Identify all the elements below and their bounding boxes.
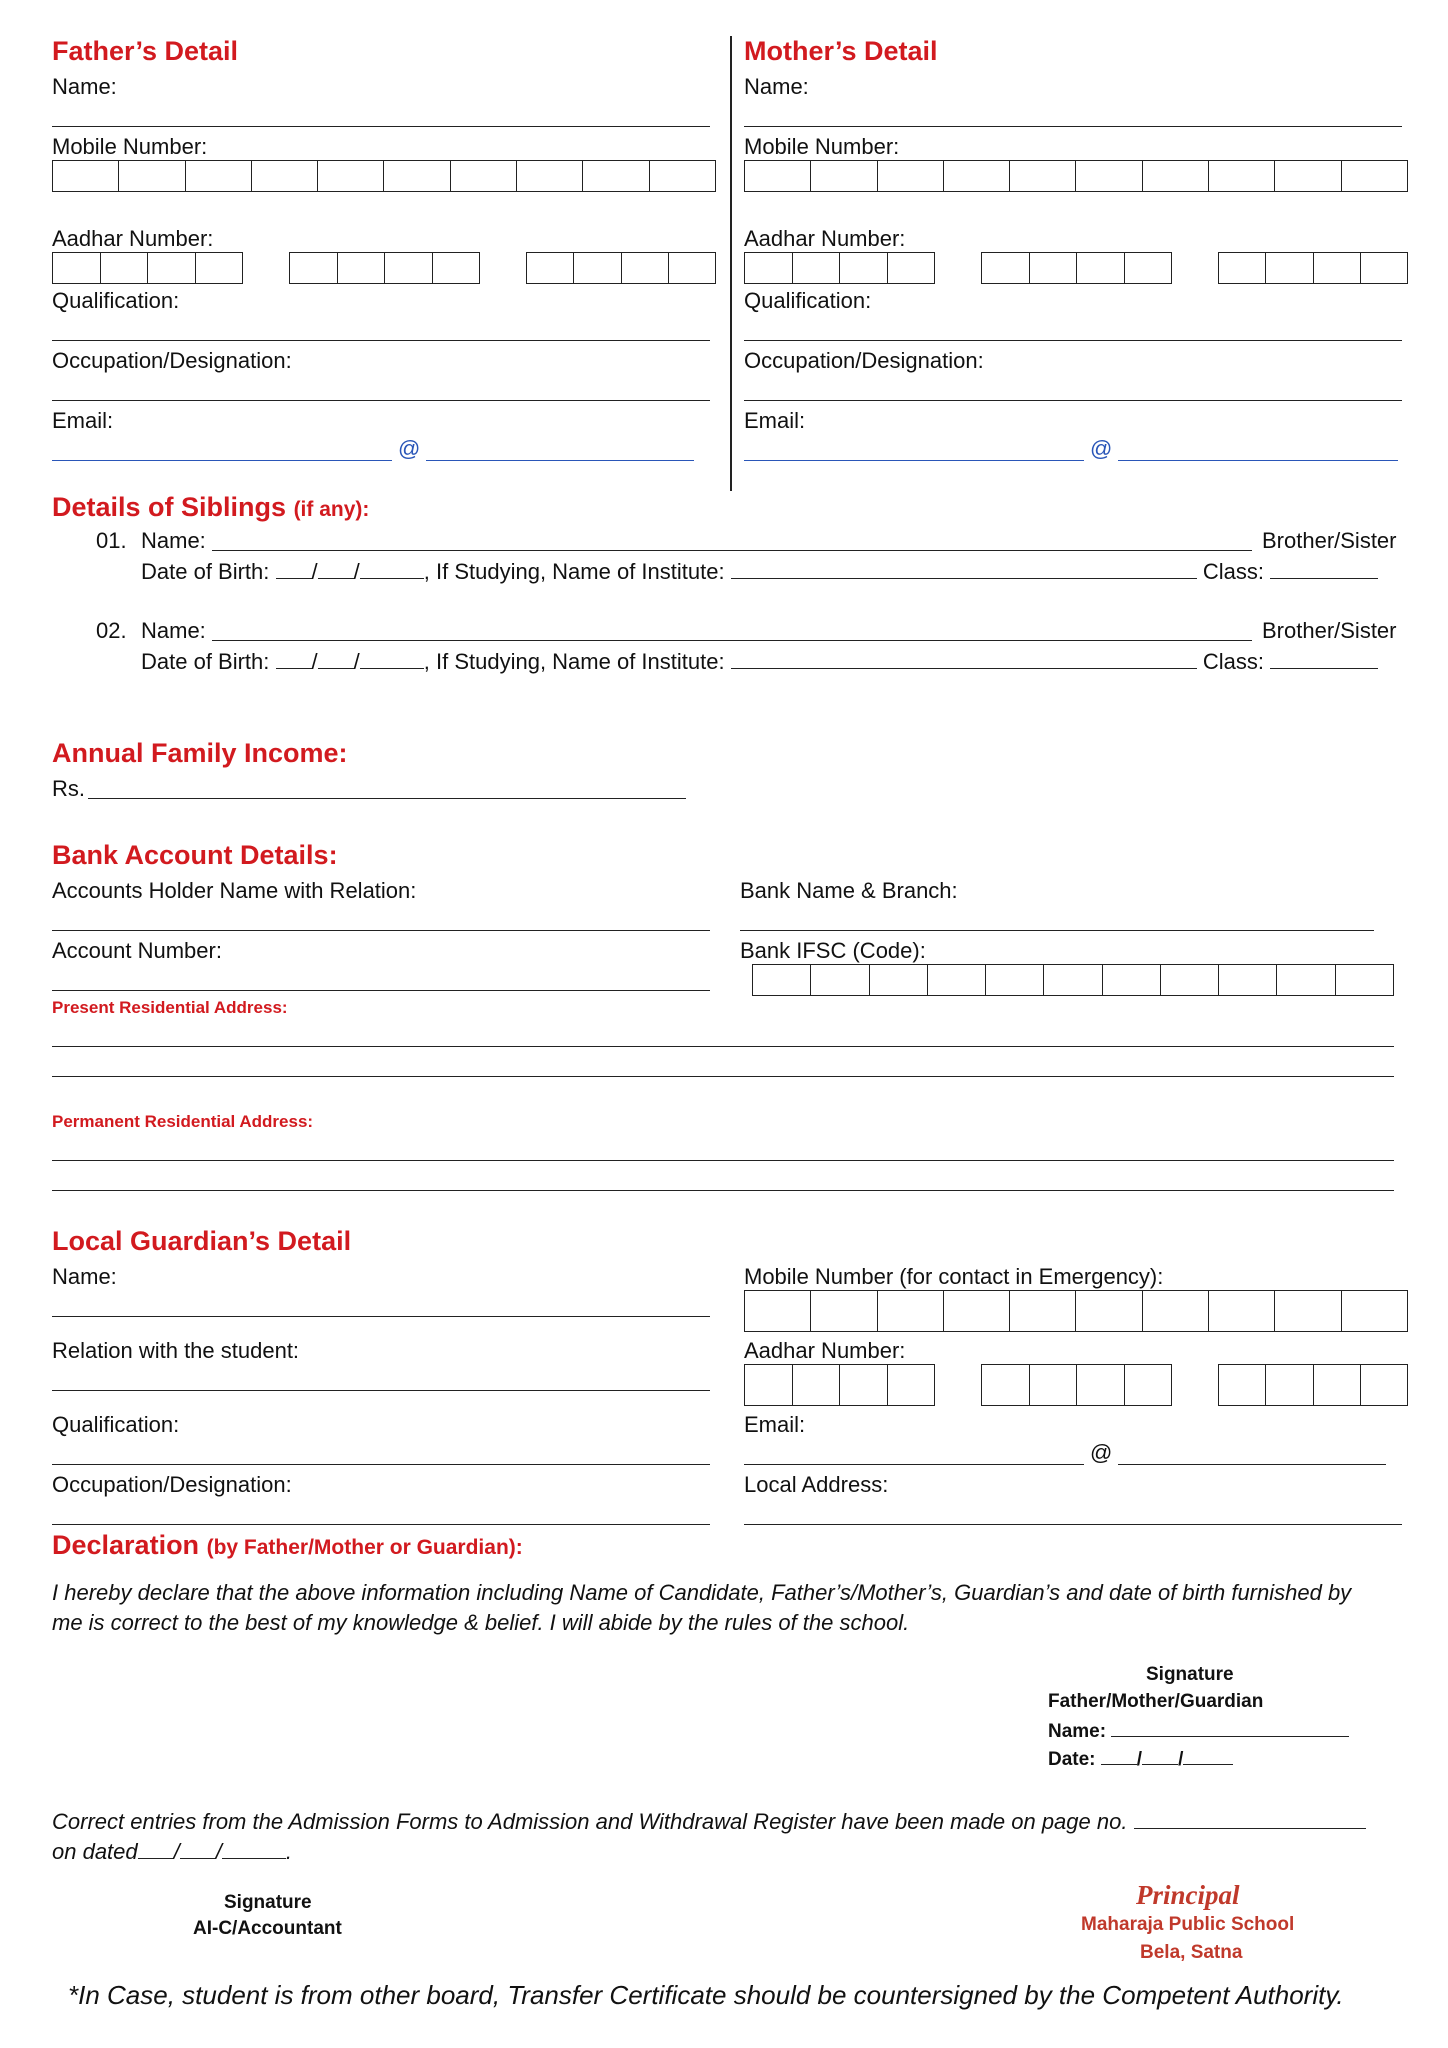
guardian-local-address-label: Local Address: <box>744 1472 889 1497</box>
mother-occupation-line[interactable] <box>744 400 1402 401</box>
guardian-mobile-label: Mobile Number (for contact in Emergency): <box>744 1264 1164 1289</box>
declaration-heading-note: (by Father/Mother or Guardian): <box>206 1536 523 1559</box>
declaration-signature-label: Signature <box>1146 1664 1234 1685</box>
mother-email-label: Email: <box>744 408 806 433</box>
father-email-at: @ <box>398 436 421 461</box>
declaration-heading <box>52 1530 523 1561</box>
permanent-address-label: Permanent Residential Address: <box>52 1112 314 1131</box>
register-date-month[interactable] <box>180 1838 216 1859</box>
sibling-2-dob-year[interactable] <box>360 648 424 669</box>
father-qualification-label: Qualification: <box>52 288 180 313</box>
declaration-name-row <box>1048 1718 1349 1743</box>
father-aadhar-label: Aadhar Number: <box>52 226 214 251</box>
guardian-email-user-line[interactable] <box>744 1464 1084 1465</box>
register-date-year[interactable] <box>222 1838 286 1859</box>
guardian-email-domain-line[interactable] <box>1118 1464 1386 1465</box>
guardian-aadhar-label: Aadhar Number: <box>744 1338 906 1363</box>
principal-school: Maharaja Public School <box>1081 1914 1295 1935</box>
declaration-date-month[interactable] <box>1142 1746 1178 1765</box>
guardian-occupation-label: Occupation/Designation: <box>52 1472 292 1497</box>
sibling-1-class-line[interactable] <box>1270 558 1378 579</box>
bank-heading: Bank Account Details: <box>52 840 338 870</box>
mother-aadhar-boxes-1[interactable] <box>744 252 935 284</box>
father-email-label: Email: <box>52 408 114 433</box>
declaration-name-line[interactable] <box>1111 1718 1349 1737</box>
guardian-aadhar-boxes-2[interactable] <box>981 1364 1172 1406</box>
father-mobile-boxes[interactable] <box>52 160 716 192</box>
guardian-name-label: Name: <box>52 1264 117 1289</box>
sibling-1-dob-month[interactable] <box>318 558 354 579</box>
declaration-date-day[interactable] <box>1101 1746 1137 1765</box>
guardian-aadhar-boxes-3[interactable] <box>1218 1364 1408 1406</box>
sibling-2-number: 02. <box>96 618 127 643</box>
register-line-1-row <box>52 1808 1366 1835</box>
sibling-1-name-label: Name: <box>141 528 206 553</box>
guardian-qualification-label: Qualification: <box>52 1412 180 1437</box>
sibling-1-number: 01. <box>96 528 127 553</box>
guardian-relation-line[interactable] <box>52 1390 710 1391</box>
mother-aadhar-label: Aadhar Number: <box>744 226 906 251</box>
guardian-mobile-boxes[interactable] <box>744 1290 1408 1332</box>
sibling-2-dob-row: Date of Birth: / / , If Studying, Name of Institute: Class: <box>141 648 1378 675</box>
declaration-signatory: Father/Mother/Guardian <box>1048 1691 1264 1712</box>
accountant-signature-label: Signature <box>224 1892 312 1913</box>
sibling-2-class-line[interactable] <box>1270 648 1378 669</box>
income-heading: Annual Family Income: <box>52 738 348 768</box>
father-occupation-label: Occupation/Designation: <box>52 348 292 373</box>
present-address-line-2[interactable] <box>52 1076 1394 1077</box>
present-address-line-1[interactable] <box>52 1046 1394 1047</box>
declaration-date-label: Date: <box>1048 1749 1096 1770</box>
sibling-1-studying-label: , If Studying, Name of Institute: <box>423 559 725 584</box>
bank-branch-label: Bank Name & Branch: <box>740 878 958 903</box>
mother-email-user-line[interactable] <box>744 460 1084 461</box>
guardian-qualification-line[interactable] <box>52 1464 710 1465</box>
sibling-2-name-label: Name: <box>141 618 206 643</box>
principal-title: Principal <box>1136 1880 1240 1910</box>
mother-aadhar-boxes-2[interactable] <box>981 252 1172 284</box>
register-line-1: Correct entries from the Admission Forms to Admission and Withdrawal Register have been made on page no. <box>52 1809 1128 1834</box>
father-email-user-line[interactable] <box>52 460 392 461</box>
income-amount-line[interactable] <box>88 798 686 799</box>
bank-holder-line[interactable] <box>52 930 710 931</box>
father-aadhar-boxes-3[interactable] <box>526 252 716 284</box>
mother-name-line[interactable] <box>744 126 1402 127</box>
bank-branch-line[interactable] <box>740 930 1374 931</box>
sibling-2-class-label: Class: <box>1202 649 1264 674</box>
register-line-2-row: on dated / / . <box>52 1839 293 1864</box>
father-occupation-line[interactable] <box>52 400 710 401</box>
father-aadhar-boxes-1[interactable] <box>52 252 243 284</box>
permanent-address-line-1[interactable] <box>52 1160 1394 1161</box>
father-qualification-line[interactable] <box>52 340 710 341</box>
bank-account-label: Account Number: <box>52 938 222 963</box>
footnote: *In Case, student is from other board, Transfer Certificate should be countersigned by the Competent Authority. <box>68 1980 1344 2010</box>
income-rs-label: Rs. <box>52 776 85 801</box>
guardian-local-address-line[interactable] <box>744 1524 1402 1525</box>
mother-mobile-boxes[interactable] <box>744 160 1408 192</box>
sibling-2-dob-month[interactable] <box>318 648 354 669</box>
sibling-1-name-line[interactable] <box>212 550 1252 551</box>
mother-occupation-label: Occupation/Designation: <box>744 348 984 373</box>
siblings-heading <box>52 492 369 523</box>
father-mobile-label: Mobile Number: <box>52 134 208 159</box>
sibling-2-relation: Brother/Sister <box>1262 618 1397 643</box>
sibling-2-name-line[interactable] <box>212 640 1252 641</box>
sibling-1-dob-row: Date of Birth: / / , If Studying, Name of Institute: Class: <box>141 558 1378 585</box>
mother-email-at: @ <box>1090 436 1113 461</box>
accountant-title: AI-C/Accountant <box>193 1918 342 1939</box>
sibling-2-dob-day[interactable] <box>276 648 312 669</box>
father-heading: Father’s Detail <box>52 36 239 66</box>
mother-name-label: Name: <box>744 74 809 99</box>
permanent-address-line-2[interactable] <box>52 1190 1394 1191</box>
guardian-occupation-line[interactable] <box>52 1524 710 1525</box>
father-email-domain-line[interactable] <box>426 460 694 461</box>
principal-place: Bela, Satna <box>1140 1942 1243 1963</box>
mother-qualification-line[interactable] <box>744 340 1402 341</box>
mother-heading: Mother’s Detail <box>744 36 938 66</box>
guardian-heading: Local Guardian’s Detail <box>52 1226 352 1256</box>
siblings-heading-note: (if any): <box>293 498 370 521</box>
guardian-email-label: Email: <box>744 1412 806 1437</box>
guardian-email-at: @ <box>1090 1440 1113 1465</box>
sibling-1-institute-line[interactable] <box>731 558 1197 579</box>
bank-account-line[interactable] <box>52 990 710 991</box>
father-name-line[interactable] <box>52 126 710 127</box>
mother-aadhar-boxes-3[interactable] <box>1218 252 1408 284</box>
sibling-2-dob-label: Date of Birth: <box>141 649 270 674</box>
bank-ifsc-label: Bank IFSC (Code): <box>740 938 926 963</box>
present-address-label: Present Residential Address: <box>52 998 288 1017</box>
mother-mobile-label: Mobile Number: <box>744 134 900 159</box>
father-name-label: Name: <box>52 74 117 99</box>
declaration-text-line-1: I hereby declare that the above information including Name of Candidate, Father’s/Mother’s, Guardian’s and date of birth furnished by <box>52 1580 1352 1605</box>
bank-holder-label: Accounts Holder Name with Relation: <box>52 878 417 903</box>
sibling-1-class-label: Class: <box>1202 559 1264 584</box>
declaration-heading-text: Declaration <box>52 1530 200 1560</box>
father-aadhar-boxes-2[interactable] <box>289 252 480 284</box>
register-line-2: on dated <box>52 1839 138 1864</box>
declaration-date-year[interactable] <box>1183 1746 1233 1765</box>
guardian-name-line[interactable] <box>52 1316 710 1317</box>
sibling-1-dob-day[interactable] <box>276 558 312 579</box>
mother-qualification-label: Qualification: <box>744 288 872 313</box>
guardian-relation-label: Relation with the student: <box>52 1338 300 1363</box>
bank-ifsc-boxes[interactable] <box>752 964 1394 996</box>
sibling-1-dob-year[interactable] <box>360 558 424 579</box>
declaration-date-row: Date: / / <box>1048 1746 1233 1771</box>
register-page-no-line[interactable] <box>1134 1808 1366 1829</box>
register-date-day[interactable] <box>138 1838 174 1859</box>
siblings-heading-text: Details of Siblings <box>52 492 287 522</box>
column-divider <box>730 36 732 491</box>
declaration-name-label: Name: <box>1048 1721 1107 1742</box>
sibling-1-relation: Brother/Sister <box>1262 528 1397 553</box>
sibling-2-institute-line[interactable] <box>731 648 1197 669</box>
declaration-text-line-2: me is correct to the best of my knowledge & belief. I will abide by the rules of the school. <box>52 1610 910 1635</box>
sibling-1-dob-label: Date of Birth: <box>141 559 270 584</box>
guardian-aadhar-boxes-1[interactable] <box>744 1364 935 1406</box>
sibling-2-studying-label: , If Studying, Name of Institute: <box>423 649 725 674</box>
mother-email-domain-line[interactable] <box>1118 460 1398 461</box>
